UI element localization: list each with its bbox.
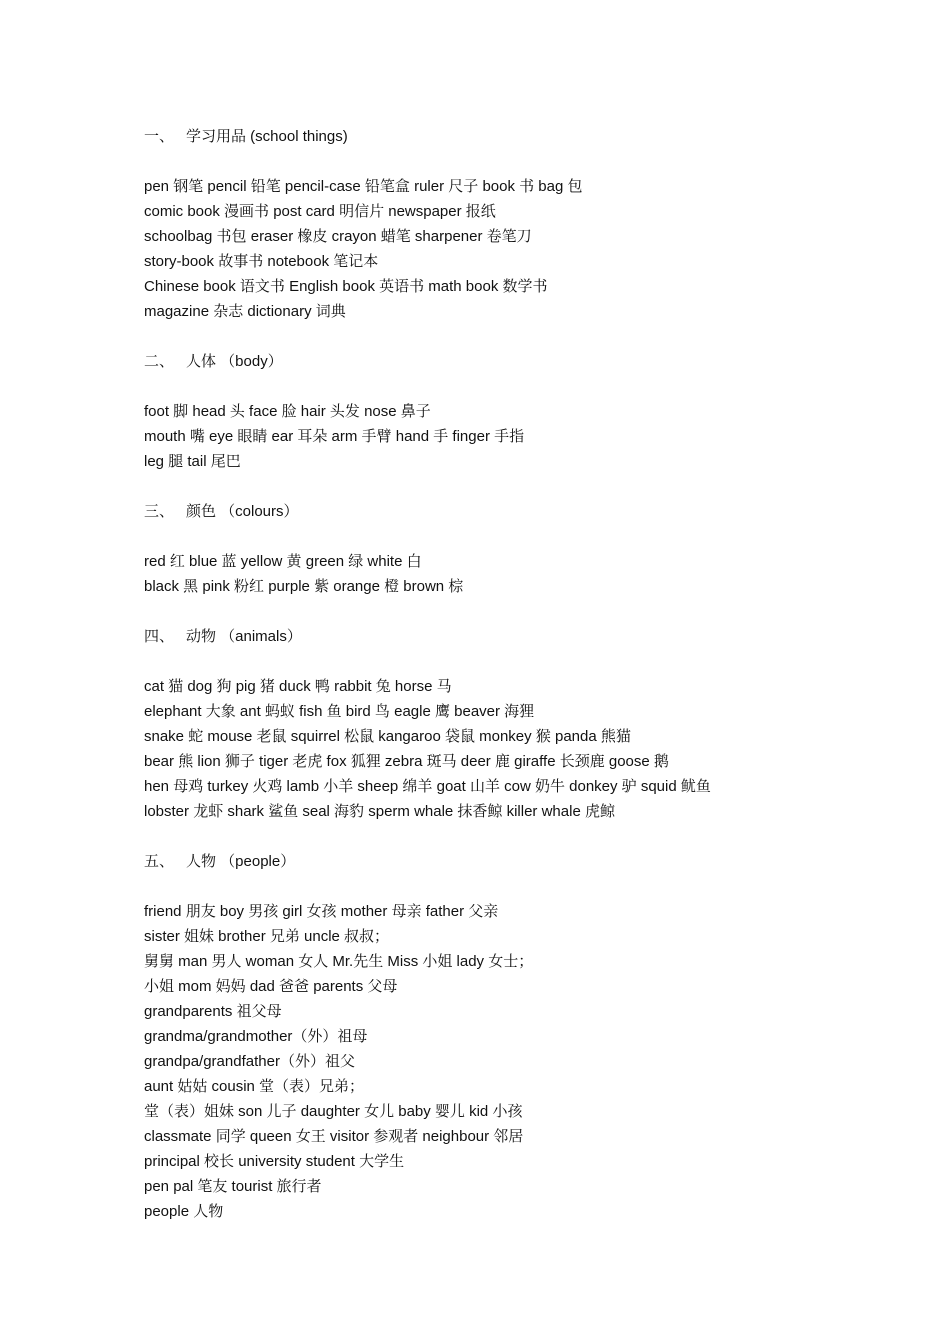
section-number: 二、 — [144, 353, 175, 370]
vocab-line: schoolbag 书包 eraser 橡皮 crayon 蜡笔 sharpener 卷笔刀 — [144, 228, 532, 245]
section-spacer — [144, 474, 904, 499]
vocab-line: black 黑 pink 粉红 purple 紫 orange 橙 brown 棕 — [144, 578, 464, 595]
section-school-things — [144, 124, 904, 349]
vocab-line: pen pal 笔友 tourist 旅行者 — [144, 1178, 322, 1195]
vocab-line: cat 猫 dog 狗 pig 猪 duck 鸭 rabbit 兔 horse 马 — [144, 678, 452, 695]
section-title: 人物 （people） — [186, 853, 296, 870]
vocab-line: mouth 嘴 eye 眼睛 ear 耳朵 arm 手臂 hand 手 finger 手指 — [144, 428, 525, 445]
vocab-line: 舅舅 man 男人 woman 女人 Mr.先生 Miss 小姐 lady 女士； — [144, 953, 534, 970]
section-heading — [144, 124, 904, 149]
vocab-line: leg 腿 tail 尾巴 — [144, 453, 241, 470]
section-spacer — [144, 824, 904, 849]
vocab-line: grandparents 祖父母 — [144, 1003, 282, 1020]
vocab-line: principal 校长 university student 大学生 — [144, 1153, 405, 1170]
vocab-line: lobster 龙虾 shark 鲨鱼 seal 海豹 sperm whale 抹香鲸 killer whale 虎鲸 — [144, 803, 615, 820]
section-title: 人体 （body） — [186, 353, 283, 370]
section-colours — [144, 499, 904, 624]
section-heading — [144, 499, 904, 524]
section-spacer — [144, 324, 904, 349]
section-number: 三、 — [144, 503, 175, 520]
section-title: 颜色 （colours） — [186, 503, 299, 520]
vocab-line: foot 脚 head 头 face 脸 hair 头发 nose 鼻子 — [144, 403, 431, 420]
vocab-line: story-book 故事书 notebook 笔记本 — [144, 253, 379, 270]
section-title: 动物 （animals） — [186, 628, 302, 645]
section-body — [144, 349, 904, 499]
section-people — [144, 849, 904, 1224]
vocab-line: elephant 大象 ant 蚂蚁 fish 鱼 bird 鸟 eagle 鹰 beaver 海狸 — [144, 703, 535, 720]
section-heading — [144, 849, 904, 874]
vocab-line: people 人物 — [144, 1203, 224, 1220]
vocab-line: grandma/grandmother（外）祖母 — [144, 1028, 368, 1045]
vocab-line: aunt 姑姑 cousin 堂（表）兄弟； — [144, 1078, 365, 1095]
vocab-line: classmate 同学 queen 女王 visitor 参观者 neighbour 邻居 — [144, 1128, 524, 1145]
vocab-line: grandpa/grandfather（外）祖父 — [144, 1053, 355, 1070]
vocab-line: comic book 漫画书 post card 明信片 newspaper 报纸 — [144, 203, 496, 220]
section-title: 学习用品 (school things) — [186, 128, 348, 145]
vocab-line: magazine 杂志 dictionary 词典 — [144, 303, 346, 320]
vocab-line: pen 钢笔 pencil 铅笔 pencil-case 铅笔盒 ruler 尺子 book 书 bag 包 — [144, 178, 583, 195]
vocab-line: 小姐 mom 妈妈 dad 爸爸 parents 父母 — [144, 978, 398, 995]
section-animals — [144, 624, 904, 849]
vocab-line: hen 母鸡 turkey 火鸡 lamb 小羊 sheep 绵羊 goat 山羊 cow 奶牛 donkey 驴 squid 鱿鱼 — [144, 778, 711, 795]
vocab-line: snake 蛇 mouse 老鼠 squirrel 松鼠 kangaroo 袋鼠 monkey 猴 panda 熊猫 — [144, 728, 631, 745]
section-heading — [144, 349, 904, 374]
section-spacer — [144, 599, 904, 624]
section-number: 四、 — [144, 628, 175, 645]
vocab-line: 堂（表）姐妹 son 儿子 daughter 女儿 baby 婴儿 kid 小孩 — [144, 1103, 523, 1120]
vocab-line: friend 朋友 boy 男孩 girl 女孩 mother 母亲 father 父亲 — [144, 903, 499, 920]
vocab-line: Chinese book 语文书 English book 英语书 math book 数学书 — [144, 278, 548, 295]
document-page — [144, 124, 904, 1224]
section-number: 一、 — [144, 128, 175, 145]
vocab-line: red 红 blue 蓝 yellow 黄 green 绿 white 白 — [144, 553, 422, 570]
section-heading — [144, 624, 904, 649]
vocab-line: bear 熊 lion 狮子 tiger 老虎 fox 狐狸 zebra 斑马 deer 鹿 giraffe 长颈鹿 goose 鹅 — [144, 753, 669, 770]
section-number: 五、 — [144, 853, 175, 870]
vocab-line: sister 姐妹 brother 兄弟 uncle 叔叔； — [144, 928, 390, 945]
